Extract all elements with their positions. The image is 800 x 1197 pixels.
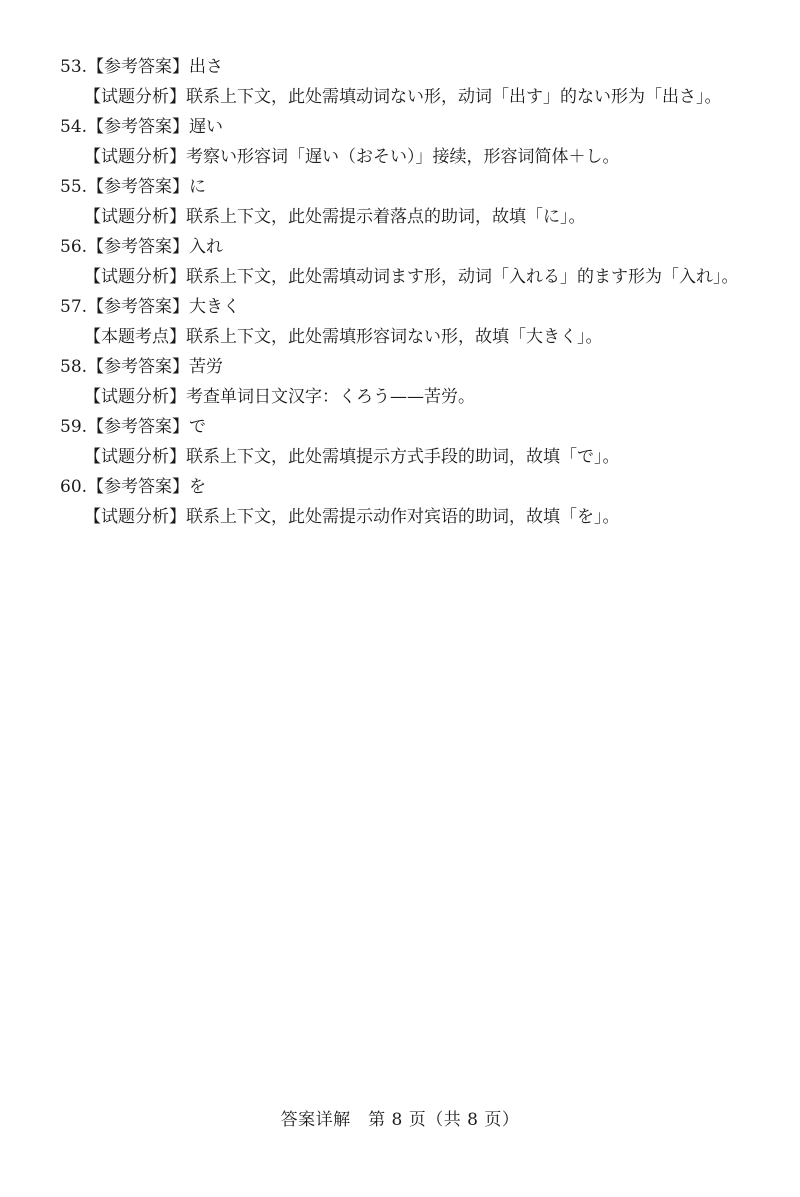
- analysis-text: 联系上下文，此处需填形容词ない形，故填「大きく」。: [186, 327, 603, 347]
- analysis-row: [60, 262, 760, 292]
- answer-text: に: [189, 177, 207, 197]
- answer-item-58: [60, 352, 760, 412]
- answer-tag: 【参考答案】: [87, 57, 190, 77]
- answer-text: 大きく: [189, 297, 241, 317]
- analysis-tag: 【本题考点】: [84, 327, 186, 347]
- question-number: 54.: [60, 117, 88, 137]
- analysis-text: 考查单词日文汉字：くろう——苦労。: [186, 387, 475, 407]
- analysis-tag: 【试题分析】: [84, 87, 186, 107]
- question-number: 59.: [60, 417, 88, 437]
- analysis-tag: 【试题分析】: [84, 267, 186, 287]
- answer-row: [60, 292, 760, 322]
- analysis-text: 联系上下文，此处需填动词ます形，动词「入れる」的ます形为「入れ」。: [186, 267, 739, 287]
- analysis-row: [60, 82, 760, 112]
- answer-list: [60, 52, 760, 532]
- analysis-tag: 【试题分析】: [84, 147, 186, 167]
- answer-tag: 【参考答案】: [87, 237, 190, 257]
- answer-row: [60, 472, 760, 502]
- question-number: 57.: [60, 297, 88, 317]
- answer-text: を: [189, 477, 207, 497]
- question-number: 53.: [60, 57, 88, 77]
- analysis-text: 联系上下文，此处需填动词ない形，动词「出す」的ない形为「出さ」。: [186, 87, 722, 107]
- analysis-row: [60, 382, 760, 412]
- analysis-row: [60, 142, 760, 172]
- answer-item-57: [60, 292, 760, 352]
- answer-tag: 【参考答案】: [87, 177, 190, 197]
- question-number: 56.: [60, 237, 88, 257]
- answer-row: [60, 412, 760, 442]
- analysis-tag: 【试题分析】: [84, 447, 186, 467]
- answer-tag: 【参考答案】: [87, 357, 190, 377]
- analysis-tag: 【试题分析】: [84, 207, 186, 227]
- question-number: 58.: [60, 357, 88, 377]
- answer-item-56: [60, 232, 760, 292]
- answer-item-60: [60, 472, 760, 532]
- answer-text: 入れ: [189, 237, 224, 257]
- analysis-row: [60, 502, 760, 532]
- answer-text: 出さ: [189, 57, 224, 77]
- analysis-row: [60, 442, 760, 472]
- answer-row: [60, 52, 760, 82]
- analysis-text: 考察い形容词「遅い（おそい）」接续，形容词简体＋し。: [186, 147, 620, 167]
- question-number: 55.: [60, 177, 88, 197]
- answer-item-55: [60, 172, 760, 232]
- analysis-text: 联系上下文，此处需提示动作对宾语的助词，故填「を」。: [186, 507, 620, 527]
- analysis-text: 联系上下文，此处需填提示方式手段的助词，故填「で」。: [186, 447, 620, 467]
- analysis-row: [60, 202, 760, 232]
- answer-tag: 【参考答案】: [87, 477, 190, 497]
- answer-row: [60, 352, 760, 382]
- analysis-row: [60, 322, 760, 352]
- analysis-tag: 【试题分析】: [84, 507, 186, 527]
- answer-row: [60, 232, 760, 262]
- answer-text: で: [189, 417, 207, 437]
- answer-row: [60, 172, 760, 202]
- question-number: 60.: [60, 477, 88, 497]
- answer-tag: 【参考答案】: [87, 417, 190, 437]
- answer-tag: 【参考答案】: [87, 117, 190, 137]
- answer-item-59: [60, 412, 760, 472]
- answer-text: 遅い: [189, 117, 224, 137]
- analysis-tag: 【试题分析】: [84, 387, 186, 407]
- page-footer: 答案详解 第 8 页（共 8 页）: [280, 1110, 520, 1130]
- answer-item-54: [60, 112, 760, 172]
- answer-row: [60, 112, 760, 142]
- analysis-text: 联系上下文，此处需提示着落点的助词，故填「に」。: [186, 207, 586, 227]
- answer-tag: 【参考答案】: [87, 297, 190, 317]
- answer-text: 苦労: [189, 357, 224, 377]
- answer-item-53: [60, 52, 760, 112]
